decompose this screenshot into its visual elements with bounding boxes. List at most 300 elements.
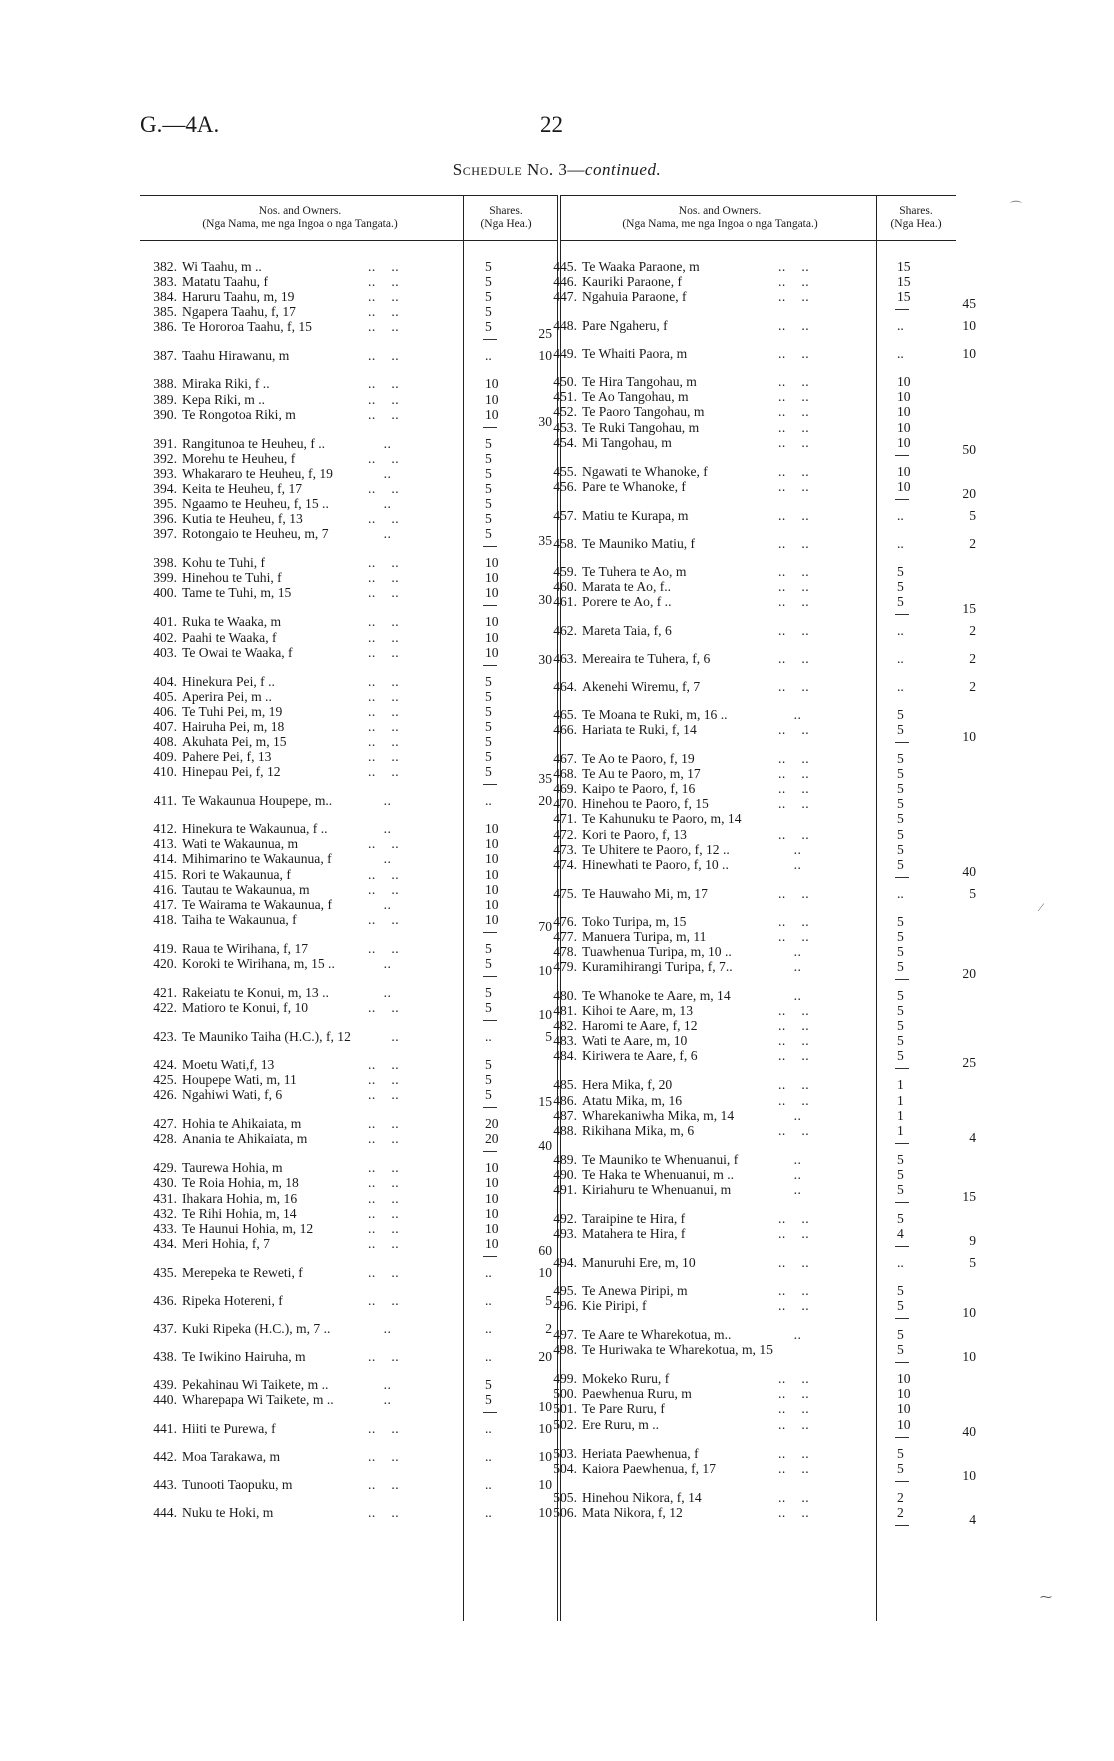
owner-name: Te Wakaunua Houpepe, m.. [182,793,333,809]
row-number: 453. [553,419,577,435]
leader-dots: .. [778,1327,802,1343]
row-number: 436. [153,1292,177,1308]
share-subtotal: 2 [969,535,976,551]
subtotal-dash [483,1107,497,1108]
row-number: 478. [553,943,577,959]
share-value: 5 [897,959,904,974]
subtotal-dash [895,1143,909,1144]
row-number: 409. [153,749,177,765]
row-number: 419. [153,940,177,956]
leader-dots: .. [368,821,392,837]
share-value: 5 [897,1283,904,1298]
share-value: 5 [897,856,904,872]
subtotal-dash [895,1437,909,1438]
leader-dots: .. .. [778,622,810,638]
share-value: 5 [897,593,904,609]
leader-dots: .. .. [778,1033,810,1049]
share-value: .. [897,346,904,362]
leader-dots: .. .. [368,259,400,274]
leader-dots [778,811,801,826]
share-subtotal: 30 [538,413,552,429]
share-value: 10 [485,570,499,586]
share-value: 5 [897,563,904,579]
share-value: 10 [897,374,911,390]
row-number: 415. [153,866,177,882]
share-subtotal: 10 [538,348,552,364]
share-subtotal: 10 [962,346,976,362]
row-number: 437. [153,1320,177,1336]
owner-name: Kiriahuru te Whenuanui, m [582,1181,732,1197]
row-number: 468. [553,766,577,782]
row-number: 391. [153,435,177,451]
leader-dots: .. .. [778,650,810,666]
share-subtotal: 4 [969,1511,976,1527]
share-value: 10 [897,478,911,494]
row-number: 480. [553,988,577,1003]
leader-dots: .. .. [368,1205,400,1221]
owner-name: Kie Piripi, f [582,1298,647,1314]
row-number: 460. [553,578,577,594]
owner-name: Te Anewa Piripi, m [582,1283,688,1298]
row-number: 463. [553,650,577,666]
share-subtotal: 35 [538,771,552,787]
row-number: 456. [553,478,577,494]
owner-name: Te Tuhera te Ao, m [582,563,687,579]
share-value: 10 [485,555,499,571]
subtotal-dash [895,1525,909,1526]
owner-name: Te Hororoa Taahu, f, 15 [182,319,312,335]
left-owners-head-line2: (Nga Nama, me nga Ingoa o nga Tangata.) [202,218,398,230]
share-subtotal: 40 [962,1423,976,1439]
leader-dots: .. .. [368,304,400,320]
share-value: 10 [485,391,499,407]
leader-dots: .. .. [368,881,400,897]
share-value: 5 [485,1391,492,1407]
owner-name: Atatu Mika, m, 16 [582,1092,683,1108]
share-value: 5 [485,1087,492,1103]
owner-name: Taraipine te Hira, f [582,1210,686,1226]
share-value: 5 [485,480,492,496]
share-value: .. [485,1264,492,1280]
row-number: 389. [153,391,177,407]
left-shares-head-line2: (Nga Hea.) [480,218,532,230]
owner-name: Te Paoro Tangohau, m [582,404,705,420]
share-value: 10 [485,376,499,392]
leader-dots: .. .. [778,1283,810,1298]
row-number: 479. [553,959,577,974]
leader-dots: .. .. [368,1087,400,1103]
right-shares-head [876,205,956,231]
share-value: .. [897,622,904,638]
share-subtotal: 10 [538,1420,552,1436]
row-number: 395. [153,496,177,511]
share-value: 5 [485,984,492,1000]
leader-dots: .. [368,465,392,481]
leader-dots: .. [368,1391,392,1407]
row-number: 431. [153,1190,177,1206]
row-number: 498. [553,1342,577,1358]
share-subtotal: 10 [538,1476,552,1492]
row-number: 455. [553,463,577,479]
leader-dots: .. .. [368,866,400,882]
share-value: 10 [485,406,499,422]
leader-dots: .. .. [778,346,810,362]
share-subtotal: 5 [969,1255,976,1270]
share-value: 5 [485,435,492,451]
share-subtotal: 20 [962,966,976,981]
owner-name: Te Mauniko te Whenuanui, f [582,1151,739,1167]
leader-dots: .. .. [778,796,810,812]
share-value: 10 [485,1160,499,1176]
owner-name: Nuku te Hoki, m [182,1504,274,1520]
owner-name: Te Wairama te Wakaunua, f [182,896,332,912]
share-value: 10 [485,644,499,660]
leader-dots: .. .. [368,1057,400,1072]
row-number: 489. [553,1151,577,1167]
leader-dots: .. .. [368,585,400,601]
leader-dots: .. .. [368,376,400,392]
share-value: 10 [485,585,499,601]
owner-name: Merepeka te Reweti, f [182,1264,303,1280]
leader-dots: .. .. [368,1190,400,1206]
leader-dots: .. [778,1151,802,1167]
row-number: 426. [153,1087,177,1103]
margin-mark-bottom: ⁓ [1040,1590,1052,1604]
head-underline-right [560,240,956,241]
leader-dots: .. .. [368,1072,400,1088]
row-number: 421. [153,984,177,1000]
owner-name: Marata te Ao, f.. [582,578,672,594]
leader-dots: .. .. [778,1445,810,1461]
owner-name: Wharepapa Wi Taikete, m .. [182,1391,334,1407]
row-number: 454. [553,434,577,450]
leader-dots: .. .. [778,781,810,797]
share-subtotal: 15 [538,1094,552,1110]
row-number: 491. [553,1181,577,1197]
owner-name: Matahera te Hira, f [582,1226,686,1241]
owner-name: Hera Mika, f, 20 [582,1077,673,1093]
leader-dots: .. .. [368,836,400,852]
share-value: 5 [897,1298,904,1314]
subtotal-dash [895,1362,909,1363]
share-value: 5 [897,1166,904,1182]
leader-dots: .. .. [778,318,810,334]
share-value: 2 [897,1489,904,1505]
row-number: 475. [553,885,577,901]
table-top-rule-right [560,195,956,196]
owner-name: Ere Ruru, m .. [582,1416,660,1432]
owner-name: Kuramihirangi Turipa, f, 7.. [582,959,733,974]
leader-dots: .. [368,1376,392,1392]
leader-dots: .. [778,959,802,974]
leader-dots: .. .. [368,1175,400,1191]
owner-name: Koroki te Wirihana, m, 15 .. [182,955,335,971]
share-value: 5 [485,673,492,689]
owner-name: Moa Tarakawa, m [182,1448,281,1464]
row-number: 417. [153,896,177,912]
row-number: 476. [553,913,577,929]
row-number: 470. [553,796,577,812]
leader-dots: .. .. [778,1460,810,1476]
share-value: 5 [897,1003,904,1019]
share-value: 5 [485,1000,492,1015]
share-value: .. [485,1348,492,1364]
owner-name: Mi Tangohau, m [582,434,672,450]
row-number: 447. [553,289,577,305]
share-value: .. [897,650,904,666]
owner-name: Taahu Hirawanu, m [182,348,290,364]
share-value: 10 [485,836,499,852]
row-number: 487. [553,1107,577,1123]
owner-name: Kiriwera te Aare, f, 6 [582,1048,698,1064]
share-value: 5 [897,1018,904,1034]
leader-dots: .. .. [778,1489,810,1505]
share-subtotal: 10 [538,1398,552,1414]
row-number: 405. [153,688,177,704]
leader-dots [778,1342,801,1357]
share-subtotal: 20 [538,793,552,809]
owner-name: Raua te Wirihana, f, 17 [182,940,309,956]
owner-name: Mereaira te Tuhera, f, 6 [582,650,711,666]
row-number: 410. [153,764,177,780]
leader-dots: .. .. [368,348,400,364]
share-value: 10 [485,911,499,927]
row-number: 396. [153,511,177,527]
row-number: 398. [153,555,177,571]
row-number: 441. [153,1420,177,1436]
share-value: 10 [485,1235,499,1251]
owner-name: Tunooti Taopuku, m [182,1476,293,1492]
row-number: 442. [153,1448,177,1464]
share-value: 10 [485,629,499,645]
owner-name: Te Tuhi Pei, m, 19 [182,703,283,719]
share-value: .. [485,348,492,364]
subtotal-dash [483,665,497,666]
leader-dots: .. .. [368,511,400,527]
leader-dots: .. .. [368,570,400,586]
share-value: .. [485,1420,492,1436]
share-value: 4 [897,1226,904,1241]
right-owners-head [570,205,870,231]
row-number: 428. [153,1131,177,1147]
schedule-title [0,160,1114,180]
leader-dots: .. .. [778,563,810,579]
leader-dots: .. .. [778,1210,810,1226]
owner-name: Matiu te Kurapa, m [582,507,689,523]
share-value: 20 [485,1131,499,1147]
row-number: 496. [553,1298,577,1314]
owner-name: Te Whaiti Paora, m [582,346,688,362]
leader-dots: .. [778,841,802,857]
share-value: 5 [485,319,492,335]
leader-dots: .. [368,1320,392,1336]
subtotal-dash [895,499,909,500]
leader-dots: .. [368,1029,400,1044]
share-value: 5 [897,1327,904,1343]
row-number: 477. [553,928,577,944]
row-number: 416. [153,881,177,897]
owner-name: Te Haka te Whenuanui, m .. [582,1166,735,1182]
owner-name: Hinepau Pei, f, 12 [182,764,281,780]
owner-name: Manuruhi Ere, m, 10 [582,1255,696,1270]
row-number: 446. [553,274,577,290]
share-value: 1 [897,1107,904,1123]
share-subtotal: 20 [962,485,976,501]
share-value: .. [485,793,492,809]
share-value: 5 [485,764,492,780]
leader-dots: .. .. [778,1226,810,1241]
share-value: .. [485,1504,492,1520]
share-value: .. [485,1292,492,1308]
share-value: 10 [485,1190,499,1206]
share-subtotal: 60 [538,1242,552,1258]
owner-name: Ripeka Hotereni, f [182,1292,283,1308]
owner-name: Kutia te Heuheu, f, 13 [182,511,303,527]
share-value: 10 [897,1416,911,1432]
share-value: .. [485,1476,492,1492]
owner-name: Pare te Whanoke, f [582,478,686,494]
row-number: 386. [153,319,177,335]
owner-name: Te Rihi Hohia, m, 14 [182,1205,297,1221]
owner-name: Meri Hohia, f, 7 [182,1235,270,1251]
owner-name: Paahi te Waaka, f [182,629,277,645]
share-value: 5 [485,259,492,274]
share-value: .. [897,318,904,334]
leader-dots: .. [778,1166,802,1182]
owner-name: Wati te Aare, m, 10 [582,1033,688,1049]
owner-name: Toko Turipa, m, 15 [582,913,687,929]
leader-dots: .. .. [778,578,810,594]
share-value: 5 [897,766,904,782]
subtotal-dash [895,742,909,743]
share-value: 5 [897,578,904,594]
row-number: 458. [553,535,577,551]
vrule-right-shares [876,195,877,1621]
share-subtotal: 25 [538,326,552,342]
subtotal-dash [895,877,909,878]
row-number: 506. [553,1504,577,1520]
share-value: .. [897,1255,904,1270]
subtotal-dash [483,932,497,933]
owner-name: Rangitunoa te Heuheu, f .. [182,435,326,451]
leader-dots: .. .. [778,928,810,944]
owner-name: Pekahinau Wi Taikete, m .. [182,1376,329,1392]
row-number: 388. [153,376,177,392]
leader-dots: .. .. [368,1448,400,1464]
owner-name: Te Uhitere te Paoro, f, 12 .. [582,841,730,857]
leader-dots: .. .. [778,722,810,737]
row-number: 464. [553,678,577,694]
leader-dots: .. [368,955,392,971]
row-number: 384. [153,289,177,305]
row-number: 457. [553,507,577,523]
row-number: 418. [153,911,177,927]
owner-name: Hinehou Nikora, f, 14 [582,1489,702,1505]
leader-dots: .. .. [778,374,810,390]
owner-name: Pahere Pei, f, 13 [182,749,272,765]
share-value: 10 [897,389,911,405]
share-value: 5 [897,988,904,1003]
leader-dots: .. .. [778,1122,810,1138]
row-number: 424. [153,1057,177,1072]
row-number: 406. [153,703,177,719]
owner-name: Rikihana Mika, m, 6 [582,1122,695,1138]
owner-name: Mata Nikora, f, 12 [582,1504,683,1520]
owner-name: Hiiti te Purewa, f [182,1420,276,1436]
share-value: 5 [897,1210,904,1226]
share-subtotal: 45 [962,296,976,312]
leader-dots: .. [778,988,802,1003]
row-number: 449. [553,346,577,362]
leader-dots: .. .. [778,1298,810,1314]
owner-name: Te Waaka Paraone, m [582,259,700,274]
share-subtotal: 10 [538,962,552,978]
row-number: 494. [553,1255,577,1270]
row-number: 422. [153,1000,177,1015]
leader-dots: .. .. [778,1416,810,1432]
leader-dots: .. .. [778,1504,810,1520]
leader-dots: .. .. [778,766,810,782]
leader-dots: .. .. [368,734,400,749]
share-subtotal: 2 [969,650,976,666]
page-number: 22 [540,112,563,137]
owner-name: Te Rongotoa Riki, m [182,406,296,422]
owner-name: Ngahuia Paraone, f [582,289,687,305]
leader-dots: .. .. [778,434,810,450]
leader-dots: .. .. [778,826,810,842]
right-owners-head-line2: (Nga Nama, me nga Ingoa o nga Tangata.) [622,218,818,230]
row-number: 504. [553,1460,577,1476]
share-value: 10 [897,1386,911,1402]
leader-dots: .. .. [368,274,400,290]
owner-name: Anania te Ahikaiata, m [182,1131,308,1147]
row-number: 472. [553,826,577,842]
share-value: 10 [485,1205,499,1221]
subtotal-dash [483,784,497,785]
owner-name: Hinehou te Paoro, f, 15 [582,796,709,812]
row-number: 423. [153,1029,177,1044]
row-number: 465. [553,706,577,722]
owner-name: Pare Ngaheru, f [582,318,668,334]
share-value: 10 [897,1401,911,1417]
share-value: 5 [897,796,904,812]
row-number: 413. [153,836,177,852]
leader-dots: .. [368,851,392,867]
row-number: 407. [153,718,177,734]
owner-name: Te Huriwaka te Wharekotua, m, 15 [582,1342,773,1358]
row-number: 443. [153,1476,177,1492]
row-number: 438. [153,1348,177,1364]
share-value: 5 [897,811,904,827]
row-number: 492. [553,1210,577,1226]
owner-name: Te Au te Paoro, m, 17 [582,766,701,782]
leader-dots: .. .. [778,1077,810,1093]
row-number: 495. [553,1283,577,1298]
owner-name: Te Mauniko Matiu, f [582,535,696,551]
share-subtotal: 10 [538,1007,552,1022]
row-number: 390. [153,406,177,422]
row-number: 403. [153,644,177,660]
share-value: 5 [897,1181,904,1197]
row-number: 387. [153,348,177,364]
leader-dots: .. .. [778,1255,810,1270]
subtotal-dash [483,546,497,547]
row-number: 432. [153,1205,177,1221]
owner-name: Tame te Tuhi, m, 15 [182,585,292,601]
share-value: 5 [897,841,904,857]
owner-name: Te Roia Hohia, m, 18 [182,1175,299,1191]
subtotal-dash [483,339,497,340]
